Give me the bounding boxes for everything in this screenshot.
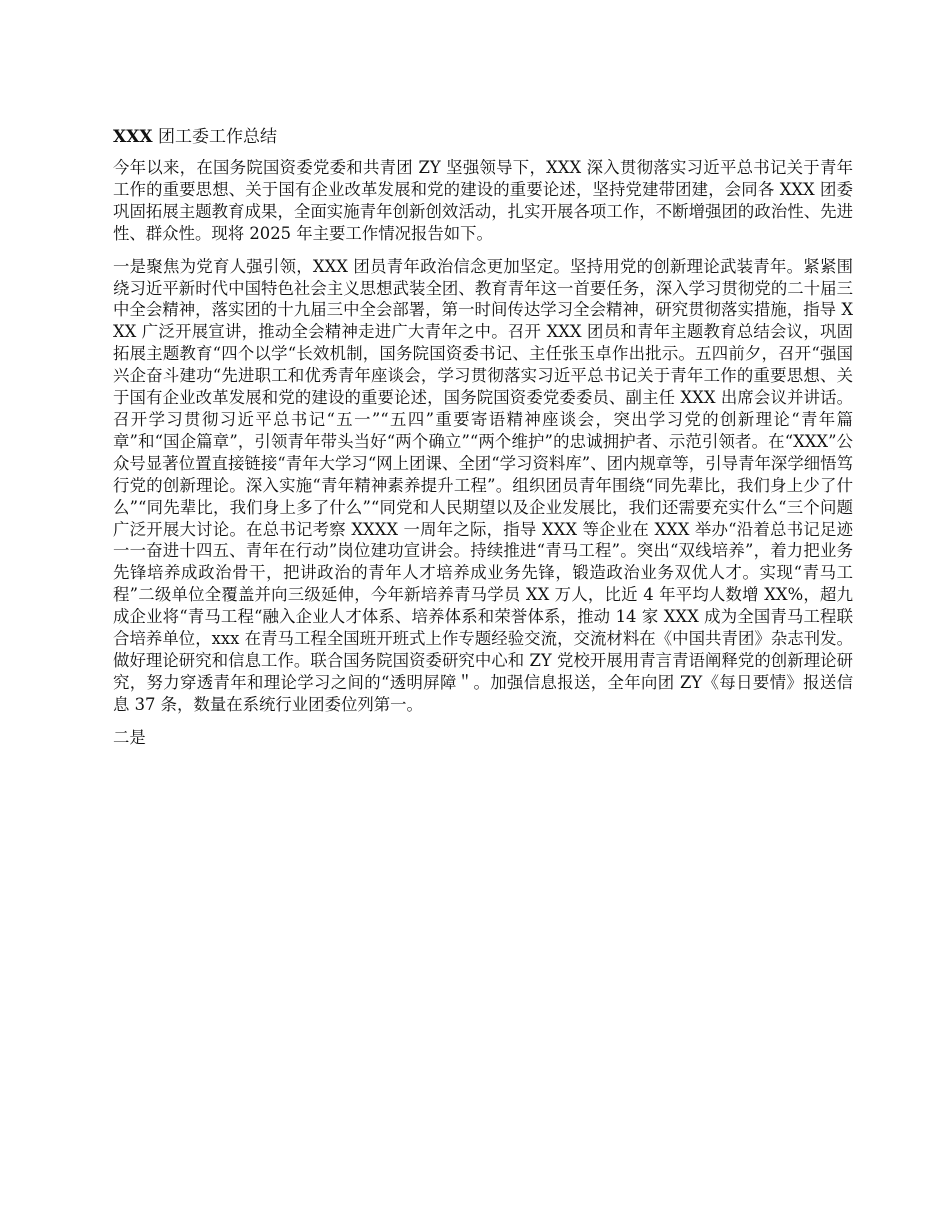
paragraph-section-one: 一是聚焦为党育人强引领，XXX 团员青年政治信念更加坚定。坚持用党的创新理论武装青年。紧紧围绕习近平新时代中国特色社会主义思想武装全团、教育青年这一首要任务，深入学习贯彻党的二十届三中全会精神，落实团的十九届三中全会部署，第一时间传达学习全会精神，研究贯彻落实措施，指导 XXX 广泛开展宣讲，推动全会精神走进广大青年之中。召开 XXX 团员和青年主题教育总结会议，巩固拓展主题教育“四个以学“长效机制，国务院国资委书记、主任张玉卓作出批示。五四前夕，召开“强国兴企奋斗建功“先进职工和优秀青年座谈会，学习贯彻落实习近平总书记关于青年工作的重要思想、关于国有企业改革发展和党的建设的重要论述，国务院国资委党委委员、副主任 XXX 出席会议并讲话。召开学习贯彻习近平总书记“五一”“五四”重要寄语精神座谈会，突出学习党的创新理论“青年篇章”和“国企篇章”，引领青年带头当好“两个确立”“两个维护”的忠诚拥护者、示范引领者。在“XXX”公众号显著位置直接链接“青年大学习“网上团课、全团“学习资料库”、团内规章等，引导青年深学细悟笃行党的创新理论。深入实施“青年精神素养提升工程”。组织团员青年围绕“同先辈比，我们身上少了什么”“同先辈比，我们身上多了什么”“同党和人民期望以及企业发展比，我们还需要充实什么“三个问题广泛开展大讨论。在总书记考察 XXXX 一周年之际，指导 XXX 等企业在 XXX 举办“沿着总书记足迹一一奋进十四五、青年在行动”岗位建功宣讲会。持续推进“青马工程”。突出“双线培养”，着力把业务先锋培养成政治骨干，把讲政治的青年人才培养成业务先锋，锻造政治业务双优人才。实现“青马工程”二级单位全覆盖并向三级延伸，今年新培养青马学员 XX 万人，比近 4 年平均人数增 XX%，超九成企业将“青马工程“融入企业人才体系、培养体系和荣誉体系，推动 14 家 XXX 成为全国青马工程联合培养单位，xxx 在青马工程全国班开班式上作专题经验交流，交流材料在《中国共青团》杂志刊发。做好理论研究和信息工作。联合国务院国资委研究中心和 ZY 党校开展用青言青语阐释党的创新理论研究，努力穿透青年和理论学习之间的“透明屏障＂。加强信息报送，全年向团 ZY《每日要情》报送信息 37 条，数量在系统行业团委位列第一。 [113,256,853,714]
document-title-prefix: XXX [113,127,153,147]
paragraph-intro: 今年以来，在国务院国资委党委和共青团 ZY 坚强领导下，XXX 深入贯彻落实习近平总书记关于青年工作的重要思想、关于国有企业改革发展和党的建设的重要论述，坚持党建带团建，会同各 XXX 团委巩固拓展主题教育成果，全面实施青年创新创效活动，扎实开展各项工作，不断增强团的政治性、先进性、群众性。现将 2025 年主要工作情况报告如下。 [113,158,853,243]
document-page [113,126,853,749]
section-two-label: 二是 [113,727,146,747]
document-title [113,126,853,148]
document-title-text: 团工委工作总结 [152,127,277,147]
